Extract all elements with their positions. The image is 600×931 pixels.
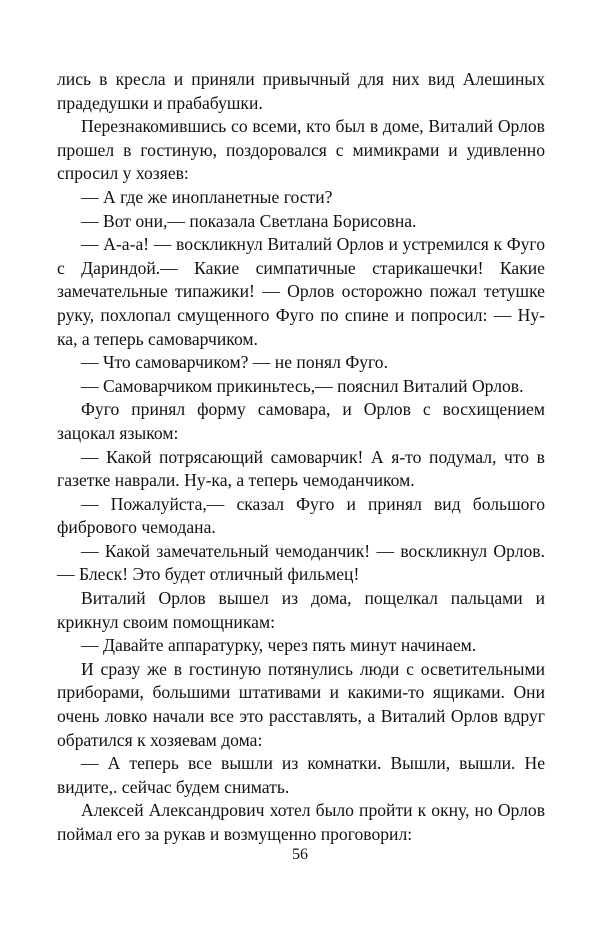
paragraph: — Что самоварчиком? — не понял Фуго.: [81, 352, 388, 373]
body-text: [57, 68, 545, 847]
paragraph: Алексей Александрович хотел было пройти к окну, но Орлов поймал его за рукав и возмущенно проговорил:: [57, 800, 545, 844]
paragraph: И сразу же в гостиную потянулись люди с осветительными приборами, большими штативами и какими-то ящиками. Они очень ловко начали все это расставлять, а Виталий Орлов вдруг обратился к хозяевам дома:: [57, 658, 545, 750]
paragraph: — Вот они,— показала Светлана Борисовна.: [81, 210, 417, 231]
paragraph: Виталий Орлов вышел из дома, пощелкал пальцами и крикнул своим помощникам:: [57, 588, 545, 632]
paragraph: лись в кресла и приняли привычный для них вид Алешиных прадедушки и прабабушки.: [57, 69, 545, 113]
paragraph: — Какой потрясающий самоварчик! А я-то подумал, что в газетке наврали. Ну-ка, а теперь чемоданчиком.: [57, 446, 545, 491]
paragraph: — А теперь все вышли из комнатки. Вышли, вышли. Не видите,. сейчас будем снимать.: [57, 753, 545, 797]
paragraph: — А где же инопланетные гости?: [81, 186, 333, 207]
page-number: 56: [292, 846, 308, 863]
paragraph: — Пожалуйста,— сказал Фуго и принял вид большого фибрового чемодана.: [57, 493, 545, 538]
paragraph: — Самоварчиком прикиньтесь,— пояснил Виталий Орлов.: [81, 375, 524, 396]
paragraph: — Давайте аппаратурку, через пять минут начинаем.: [81, 635, 477, 656]
paragraph: Перезнакомившись со всеми, кто был в доме, Виталий Орлов прошел в гостиную, поздоровался с мимикрами и удивленно спросил у хозяев:: [57, 116, 545, 184]
paragraph: — Какой замечательный чемоданчик! — воскликнул Орлов.— Блеск! Это будет отличный фильмец!: [57, 540, 545, 585]
paragraph: — А-а-а! — воскликнул Виталий Орлов и устремился к Фуго с Дариндой.— Какие симпатичные старикашечки! Какие замечательные типажики! — Орлов осторожно пожал тетушке руку, похлопал смущенного Фуго по спине и попросил: — Ну-ка, а теперь самоварчиком.: [57, 234, 545, 349]
paragraph: Фуго принял форму самовара, и Орлов с восхищением зацокал языком:: [57, 399, 545, 443]
